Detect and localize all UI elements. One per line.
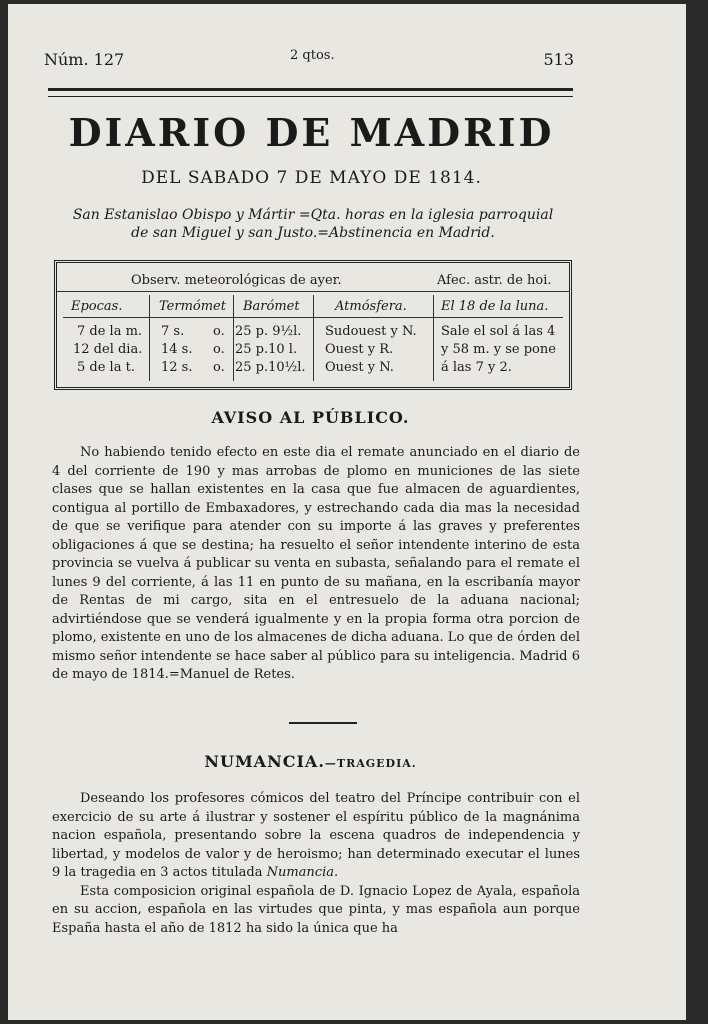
row-atm: Ouest y N. — [325, 360, 394, 375]
row-baro: 25 p.10½l. — [235, 360, 306, 375]
numancia-play-title: Numancia. — [266, 865, 339, 880]
row-moon: y 58 m. y se pone — [441, 342, 556, 357]
numancia-body — [52, 790, 580, 938]
row-term: 14 s. — [161, 342, 193, 357]
col-atmosfera: Atmósfera. — [335, 299, 407, 314]
page-number: 513 — [543, 50, 574, 69]
weather-head-right: Afec. astr. de hoi. — [437, 273, 552, 288]
aviso-paragraph: No habiendo tenido efecto en este dia el remate anunciado en el diario de 4 del corriente de 190 y mas arrobas de plomo en municiones de las siete clases que se hallan existentes en la casa que fue almacen de aguardientes, contigua al portillo de Embaxadores, y estrechando cada dia mas la necesidad de que se verifique para atender con su importe á las graves y preferentes obligaciones á que se destina; ha resuelto el señor intendente interino de esta provincia se vuelva á publicar su venta en subasta, señalando para el remate el lunes 9 del corriente, á las 11 en punto de su mañana, en la escribanía mayor de Rentas de mi cargo, sita en el entresuelo de la aduana nacional; advirtiéndose que se venderá igualmente y en la propia forma otra porcion de plomo, existente en uno de los almacenes de dicha aduana. Lo que de órden del mismo señor intendente se hace saber al público para su inteligencia. Madrid 6 de mayo de 1814.=Manuel de Retes. — [52, 445, 580, 682]
numancia-title: NUMANCIA. — [204, 752, 325, 771]
row-term: 12 s. — [161, 360, 193, 375]
row-epoca: 12 del dia. — [73, 342, 143, 357]
issue-number: Núm. 127 — [44, 50, 125, 69]
row-atm: Sudouest y N. — [325, 324, 417, 339]
row-atm: Ouest y R. — [325, 342, 394, 357]
header-double-rule — [48, 88, 573, 97]
row-term-o: o. — [213, 342, 225, 357]
weather-row — [63, 359, 563, 377]
saints-line-1: San Estanislao Obispo y Mártir =Qta. horas en la iglesia parroquial — [72, 207, 554, 223]
row-term-o: o. — [213, 324, 225, 339]
row-moon: Sale el sol á las 4 — [441, 324, 556, 339]
row-term: 7 s. — [161, 324, 185, 339]
weather-row — [63, 323, 563, 341]
numancia-paragraph-2: Esta composicion original española de D. Ignacio Lopez de Ayala, española en su accion, española en las virtudes que pinta, y mas española aun porque España hasta el año de 1812 ha sido la única que ha — [52, 883, 580, 936]
numancia-paragraph-1 — [52, 790, 580, 883]
row-term-o: o. — [213, 360, 225, 375]
aviso-title: AVISO AL PÚBLICO. — [211, 408, 410, 427]
row-epoca: 7 de la m. — [77, 324, 143, 339]
newspaper-page — [8, 4, 686, 1020]
page-header — [44, 50, 574, 74]
weather-table — [54, 260, 572, 390]
col-barometro: Barómet — [243, 299, 300, 314]
weather-row — [63, 341, 563, 359]
saints-line-2: de san Miguel y san Justo.=Abstinencia en Madrid. — [131, 225, 495, 241]
row-baro: 25 p. 9½l. — [235, 324, 302, 339]
row-baro: 25 p.10 l. — [235, 342, 298, 357]
weather-table-header — [57, 269, 569, 292]
masthead-title: DIARIO DE MADRID — [68, 110, 555, 155]
section-divider — [289, 722, 357, 724]
aviso-body — [52, 444, 580, 685]
numancia-heading — [48, 752, 573, 771]
col-epocas: Epocas. — [71, 299, 123, 314]
numancia-subtitle: —TRAGEDIA. — [324, 757, 417, 770]
saints-notice — [48, 206, 578, 242]
weather-head-left: Observ. meteorológicas de ayer. — [131, 273, 342, 288]
page-content — [8, 4, 686, 1020]
issue-price: 2 qtos. — [290, 48, 335, 63]
numancia-para1-text: Deseando los profesores cómicos del teatro del Príncipe contribuir con el exercicio de su arte á ilustrar y sostener el espíritu público de la magnánima nacion española, presentando sobre la escena quadros de independencia y libertad, y modelos de valor y de heroismo; han determinado executar el lunes 9 la tragedia en 3 actos titulada — [52, 791, 580, 880]
row-epoca: 5 de la t. — [77, 360, 135, 375]
row-moon: á las 7 y 2. — [441, 360, 512, 375]
col-termometro: Termómet — [159, 299, 226, 314]
col-luna: El 18 de la luna. — [441, 299, 549, 314]
masthead-dateline: DEL SABADO 7 DE MAYO DE 1814. — [141, 168, 482, 188]
